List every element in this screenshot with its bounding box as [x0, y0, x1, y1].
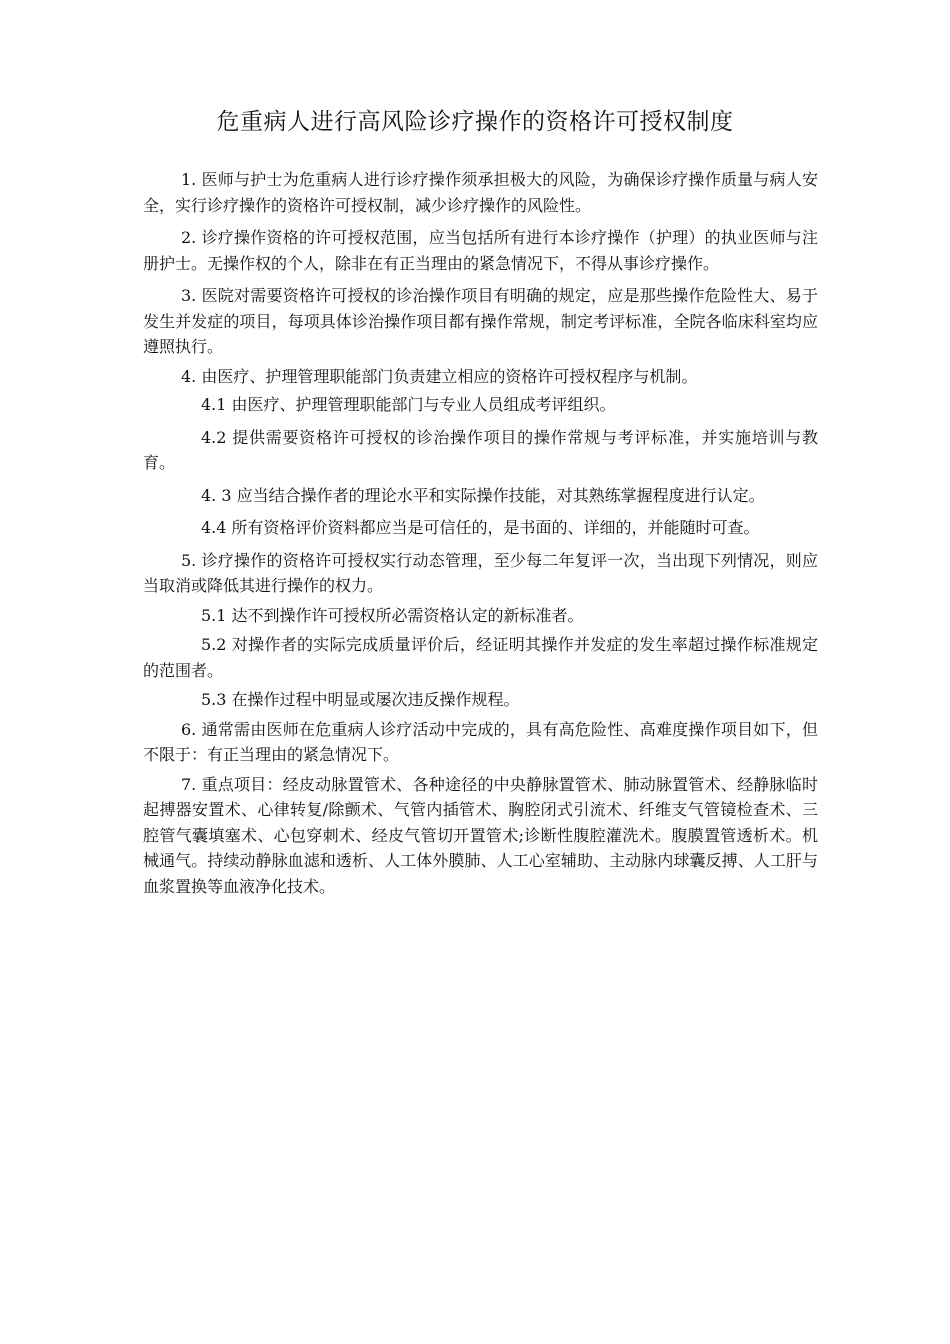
- paragraph-1: 1. 医师与护士为危重病人进行诊疗操作须承担极大的风险，为确保诊疗操作质量与病人安全，实行诊疗操作的资格许可授权制，减少诊疗操作的风险性。: [143, 170, 818, 215]
- paragraph-5-1: 5.1 达不到操作许可授权所必需资格认定的新标准者。: [201, 605, 584, 625]
- paragraph-5: 5. 诊疗操作的资格许可授权实行动态管理，至少每二年复评一次，当出现下列情况，则应当取消或降低其进行操作的权力。: [143, 550, 818, 595]
- paragraph-2: 2. 诊疗操作资格的许可授权范围，应当包括所有进行本诊疗操作（护理）的执业医师与注册护士。无操作权的个人，除非在有正当理由的紧急情况下，不得从事诊疗操作。: [143, 228, 818, 273]
- document-title: 危重病人进行高风险诊疗操作的资格许可授权制度: [216, 109, 734, 135]
- paragraph-4-4: 4.4 所有资格评价资料都应当是可信任的，是书面的、详细的，并能随时可查。: [201, 518, 760, 537]
- paragraph-5-3: 5.3 在操作过程中明显或屡次违反操作规程。: [201, 690, 520, 709]
- paragraph-5-2: 5.2 对操作者的实际完成质量评价后，经证明其操作并发症的发生率超过操作标准规定的范围者。: [143, 635, 818, 680]
- document-body: [143, 167, 818, 899]
- paragraph-6: 6. 通常需由医师在危重病人诊疗活动中完成的，具有高危险性、高难度操作项目如下，但不限于：有正当理由的紧急情况下。: [143, 719, 818, 764]
- paragraph-7: 7. 重点项目：经皮动脉置管术、各种途径的中央静脉置管术、肺动脉置管术、经静脉临时起搏器安置术、心律转复/除颤术、气管内插管术、胸腔闭式引流术、纤维支气管镜检查术、三腔管气囊填塞术、心包穿刺术、经皮气管切开置管术;诊断性腹腔灌洗术。腹膜置管透析术。机械通气。持续动静脉血滤和透析、人工体外膜肺、人工心室辅助、主动脉内球囊反搏、人工肝与血浆置换等血液净化技术。: [143, 774, 818, 896]
- paragraph-4-1: 4.1 由医疗、护理管理职能部门与专业人员组成考评组织。: [201, 395, 616, 414]
- paragraph-4-2: 4.2 提供需要资格许可授权的诊治操作项目的操作常规与考评标准，并实施培训与教育。: [143, 427, 818, 472]
- paragraph-4-3: 4. 3 应当结合操作者的理论水平和实际操作技能，对其熟练掌握程度进行认定。: [201, 485, 765, 505]
- paragraph-4: 4. 由医疗、护理管理职能部门负责建立相应的资格许可授权程序与机制。: [181, 366, 698, 386]
- paragraph-3: 3. 医院对需要资格许可授权的诊治操作项目有明确的规定，应是那些操作危险性大、易于发生并发症的项目，每项具体诊治操作项目都有操作常规，制定考评标准，全院各临床科室均应遵照执行。: [143, 286, 818, 356]
